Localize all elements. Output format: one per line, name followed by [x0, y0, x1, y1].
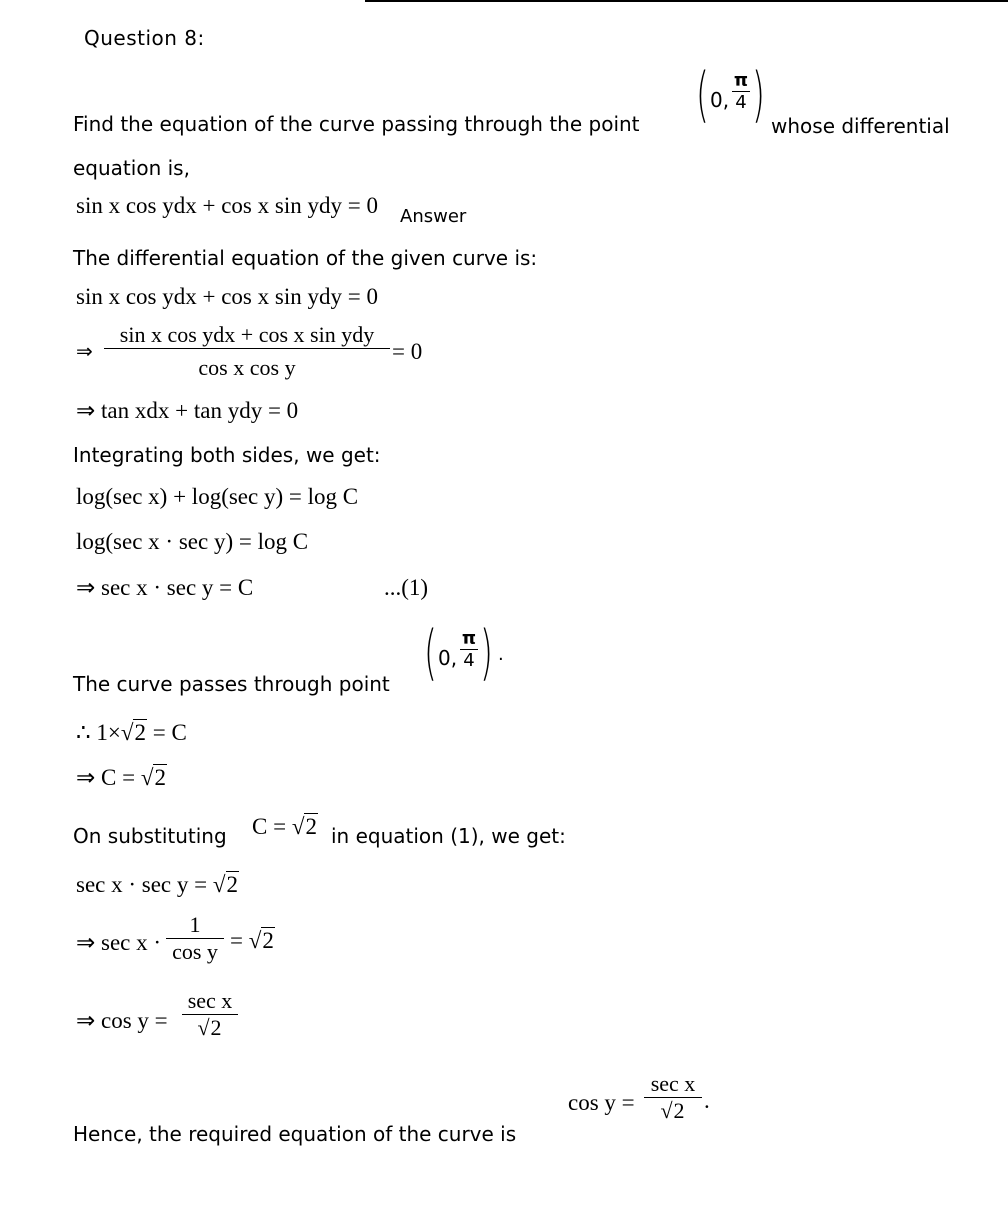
subst-text-b: in equation (1), we get: [331, 824, 566, 848]
equation-11-fraction: sec x √2 [182, 988, 238, 1041]
problem-point-fraction: π 4 [733, 70, 749, 114]
passes-point-x: 0, [438, 646, 458, 670]
passes-point-fraction: π 4 [461, 628, 477, 672]
final-dot: . [704, 1088, 710, 1113]
problem-equation: sin x cos ydx + cos x sin ydy = 0 [76, 193, 378, 218]
passes-text: The curve passes through point [73, 672, 390, 696]
final-fraction: sec x √2 [644, 1071, 702, 1124]
equation-2-denominator: cos x cos y [198, 355, 296, 381]
problem-line1: Find the equation of the curve passing through the point [73, 112, 640, 136]
hence-text: Hence, the required equation of the curve is [73, 1122, 517, 1146]
equation-10-rhs: = √2 [230, 928, 274, 953]
problem-point-x: 0, [710, 88, 730, 112]
equation-2-rhs: = 0 [392, 339, 423, 364]
equation-2-numerator: sin x cos ydx + cos x sin ydy [119, 322, 375, 347]
equation-6-tag: ...(1) [384, 575, 429, 600]
equation-4: log(sec x) + log(sec y) = log C [76, 484, 359, 509]
equation-9: sec x · sec y = √2 [76, 872, 238, 897]
top-rule [365, 0, 1008, 2]
equation-8: ⇒ C = √2 [76, 765, 166, 790]
final-lhs: cos y = [568, 1090, 635, 1115]
equation-10-fraction: 1 cos y [166, 912, 224, 965]
answer-label: Answer [400, 206, 467, 227]
problem-line1-end: whose differential [771, 114, 950, 138]
passes-point: ( 0, π 4 ) . [424, 618, 504, 688]
subst-math: C = √2 [252, 814, 317, 839]
equation-2-fraction [104, 322, 390, 381]
problem-point: ( 0, π 4 ) [696, 60, 765, 130]
question-title: Question 8: [84, 26, 205, 50]
equation-3: ⇒ tan xdx + tan ydy = 0 [76, 398, 299, 423]
equation-5: log(sec x · sec y) = log C [76, 529, 309, 554]
integrate-text: Integrating both sides, we get: [73, 443, 381, 467]
equation-10-prefix: ⇒ sec x · [76, 930, 162, 955]
subst-text-a: On substituting [73, 824, 227, 848]
equation-11-prefix: ⇒ cos y = [76, 1008, 168, 1033]
problem-line2: equation is, [73, 156, 190, 180]
equation-6: ⇒ sec x · sec y = C [76, 575, 254, 600]
equation-2-arrow: ⇒ [76, 339, 93, 363]
solution-intro: The differential equation of the given curve is: [73, 246, 538, 270]
equation-1: sin x cos ydx + cos x sin ydy = 0 [76, 284, 378, 309]
equation-7: ∴ 1×√2 = C [76, 720, 187, 745]
